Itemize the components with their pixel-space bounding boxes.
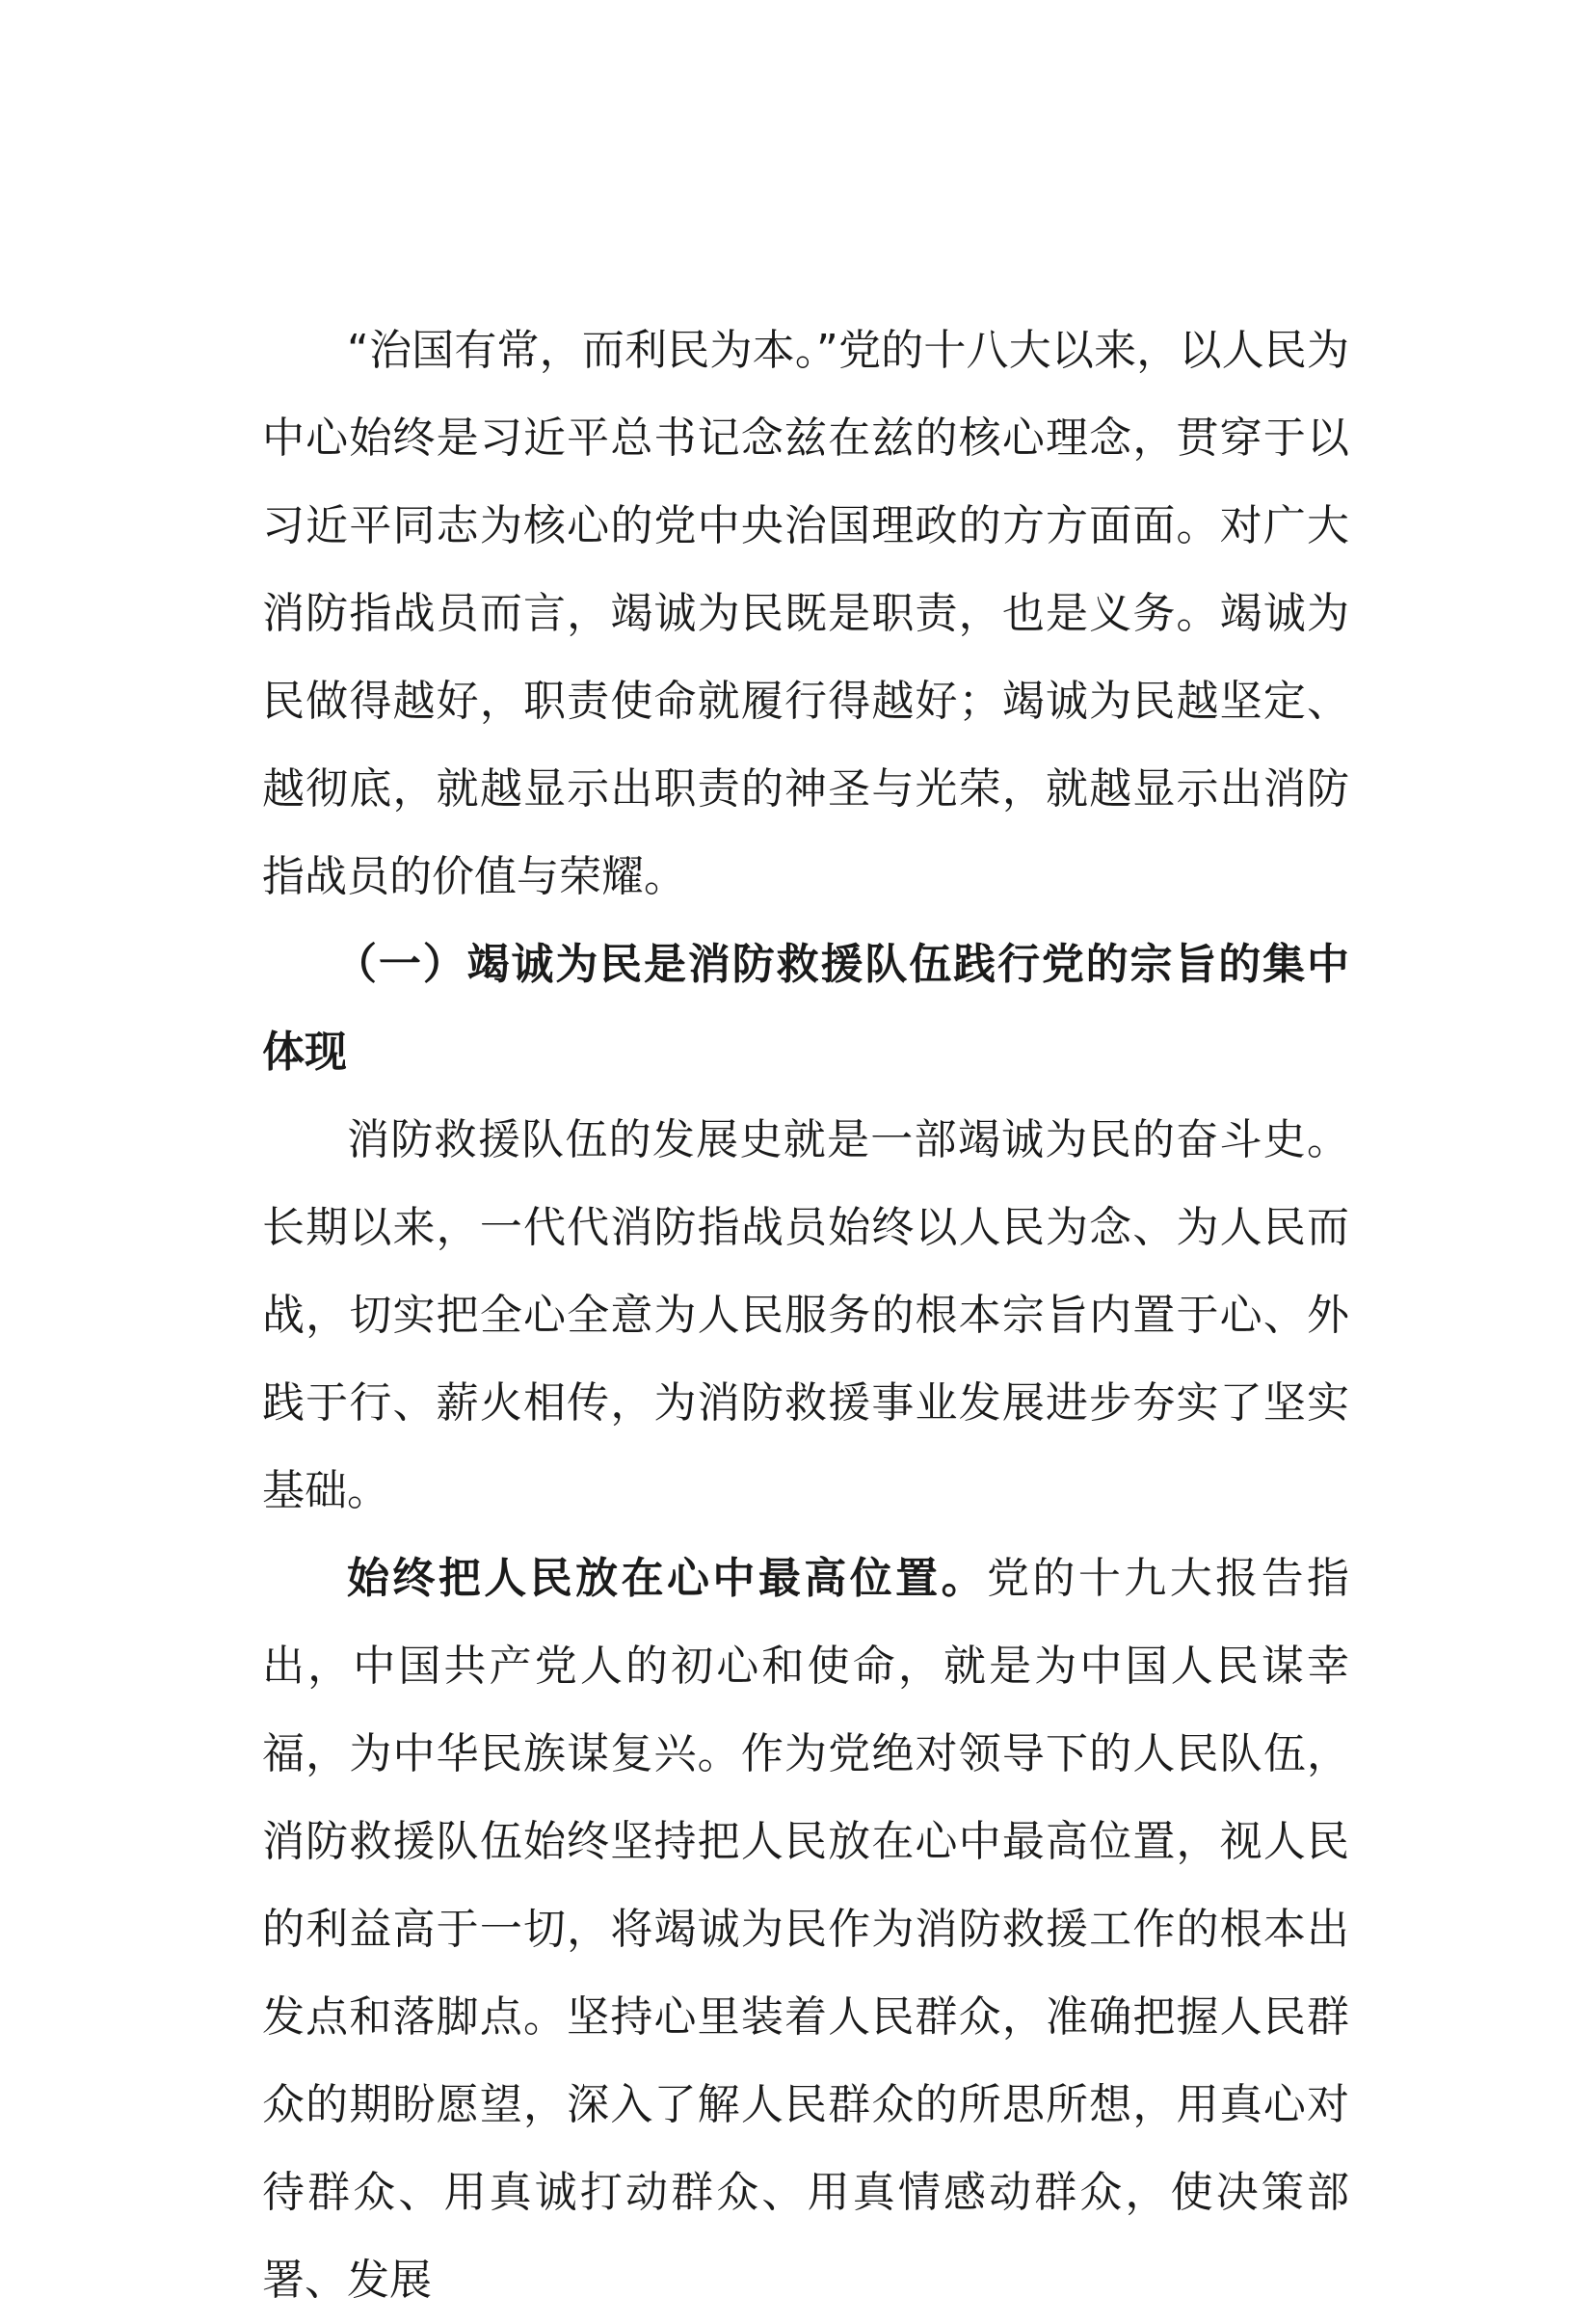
- point-paragraph: [262, 1535, 1349, 2324]
- point-body-text: 党的十九大报告指出，中国共产党人的初心和使命，就是为中国人民谋幸福，为中华民族谋复兴。作为党绝对领导下的人民队伍，消防救援队伍始终坚持把人民放在心中最高位置，视人民的利益高于一切，将竭诚为民作为消防救援工作的根本出发点和落脚点。坚持心里装着人民群众，准确把握人民群众的期盼愿望，深入了解人民群众的所思所想，用真心对待群众、用真诚打动群众、用真情感动群众，使决策部署、发展: [262, 1554, 1349, 2305]
- intro-paragraph: “治国有常，而利民为本。”党的十八大以来，以人民为中心始终是习近平总书记念兹在兹的核心理念，贯穿于以习近平同志为核心的党中央治国理政的方方面面。对广大消防指战员而言，竭诚为民既是职责，也是义务。竭诚为民做得越好，职责使命就履行得越好；竭诚为民越坚定、越彻底，就越显示出职责的神圣与光荣，就越显示出消防指战员的价值与荣耀。: [262, 326, 1349, 901]
- document-body: [262, 307, 1349, 2324]
- point-lead-sentence: 始终把人民放在心中最高位置。: [347, 1554, 987, 1603]
- section-intro-paragraph: 消防救援队伍的发展史就是一部竭诚为民的奋斗史。长期以来，一代代消防指战员始终以人民为念、为人民而战，切实把全心全意为人民服务的根本宗旨内置于心、外践于行、薪火相传，为消防救援事业发展进步夯实了坚实基础。: [262, 1115, 1349, 1515]
- section-heading: （一）竭诚为民是消防救援队伍践行党的宗旨的集中体现: [262, 940, 1349, 1077]
